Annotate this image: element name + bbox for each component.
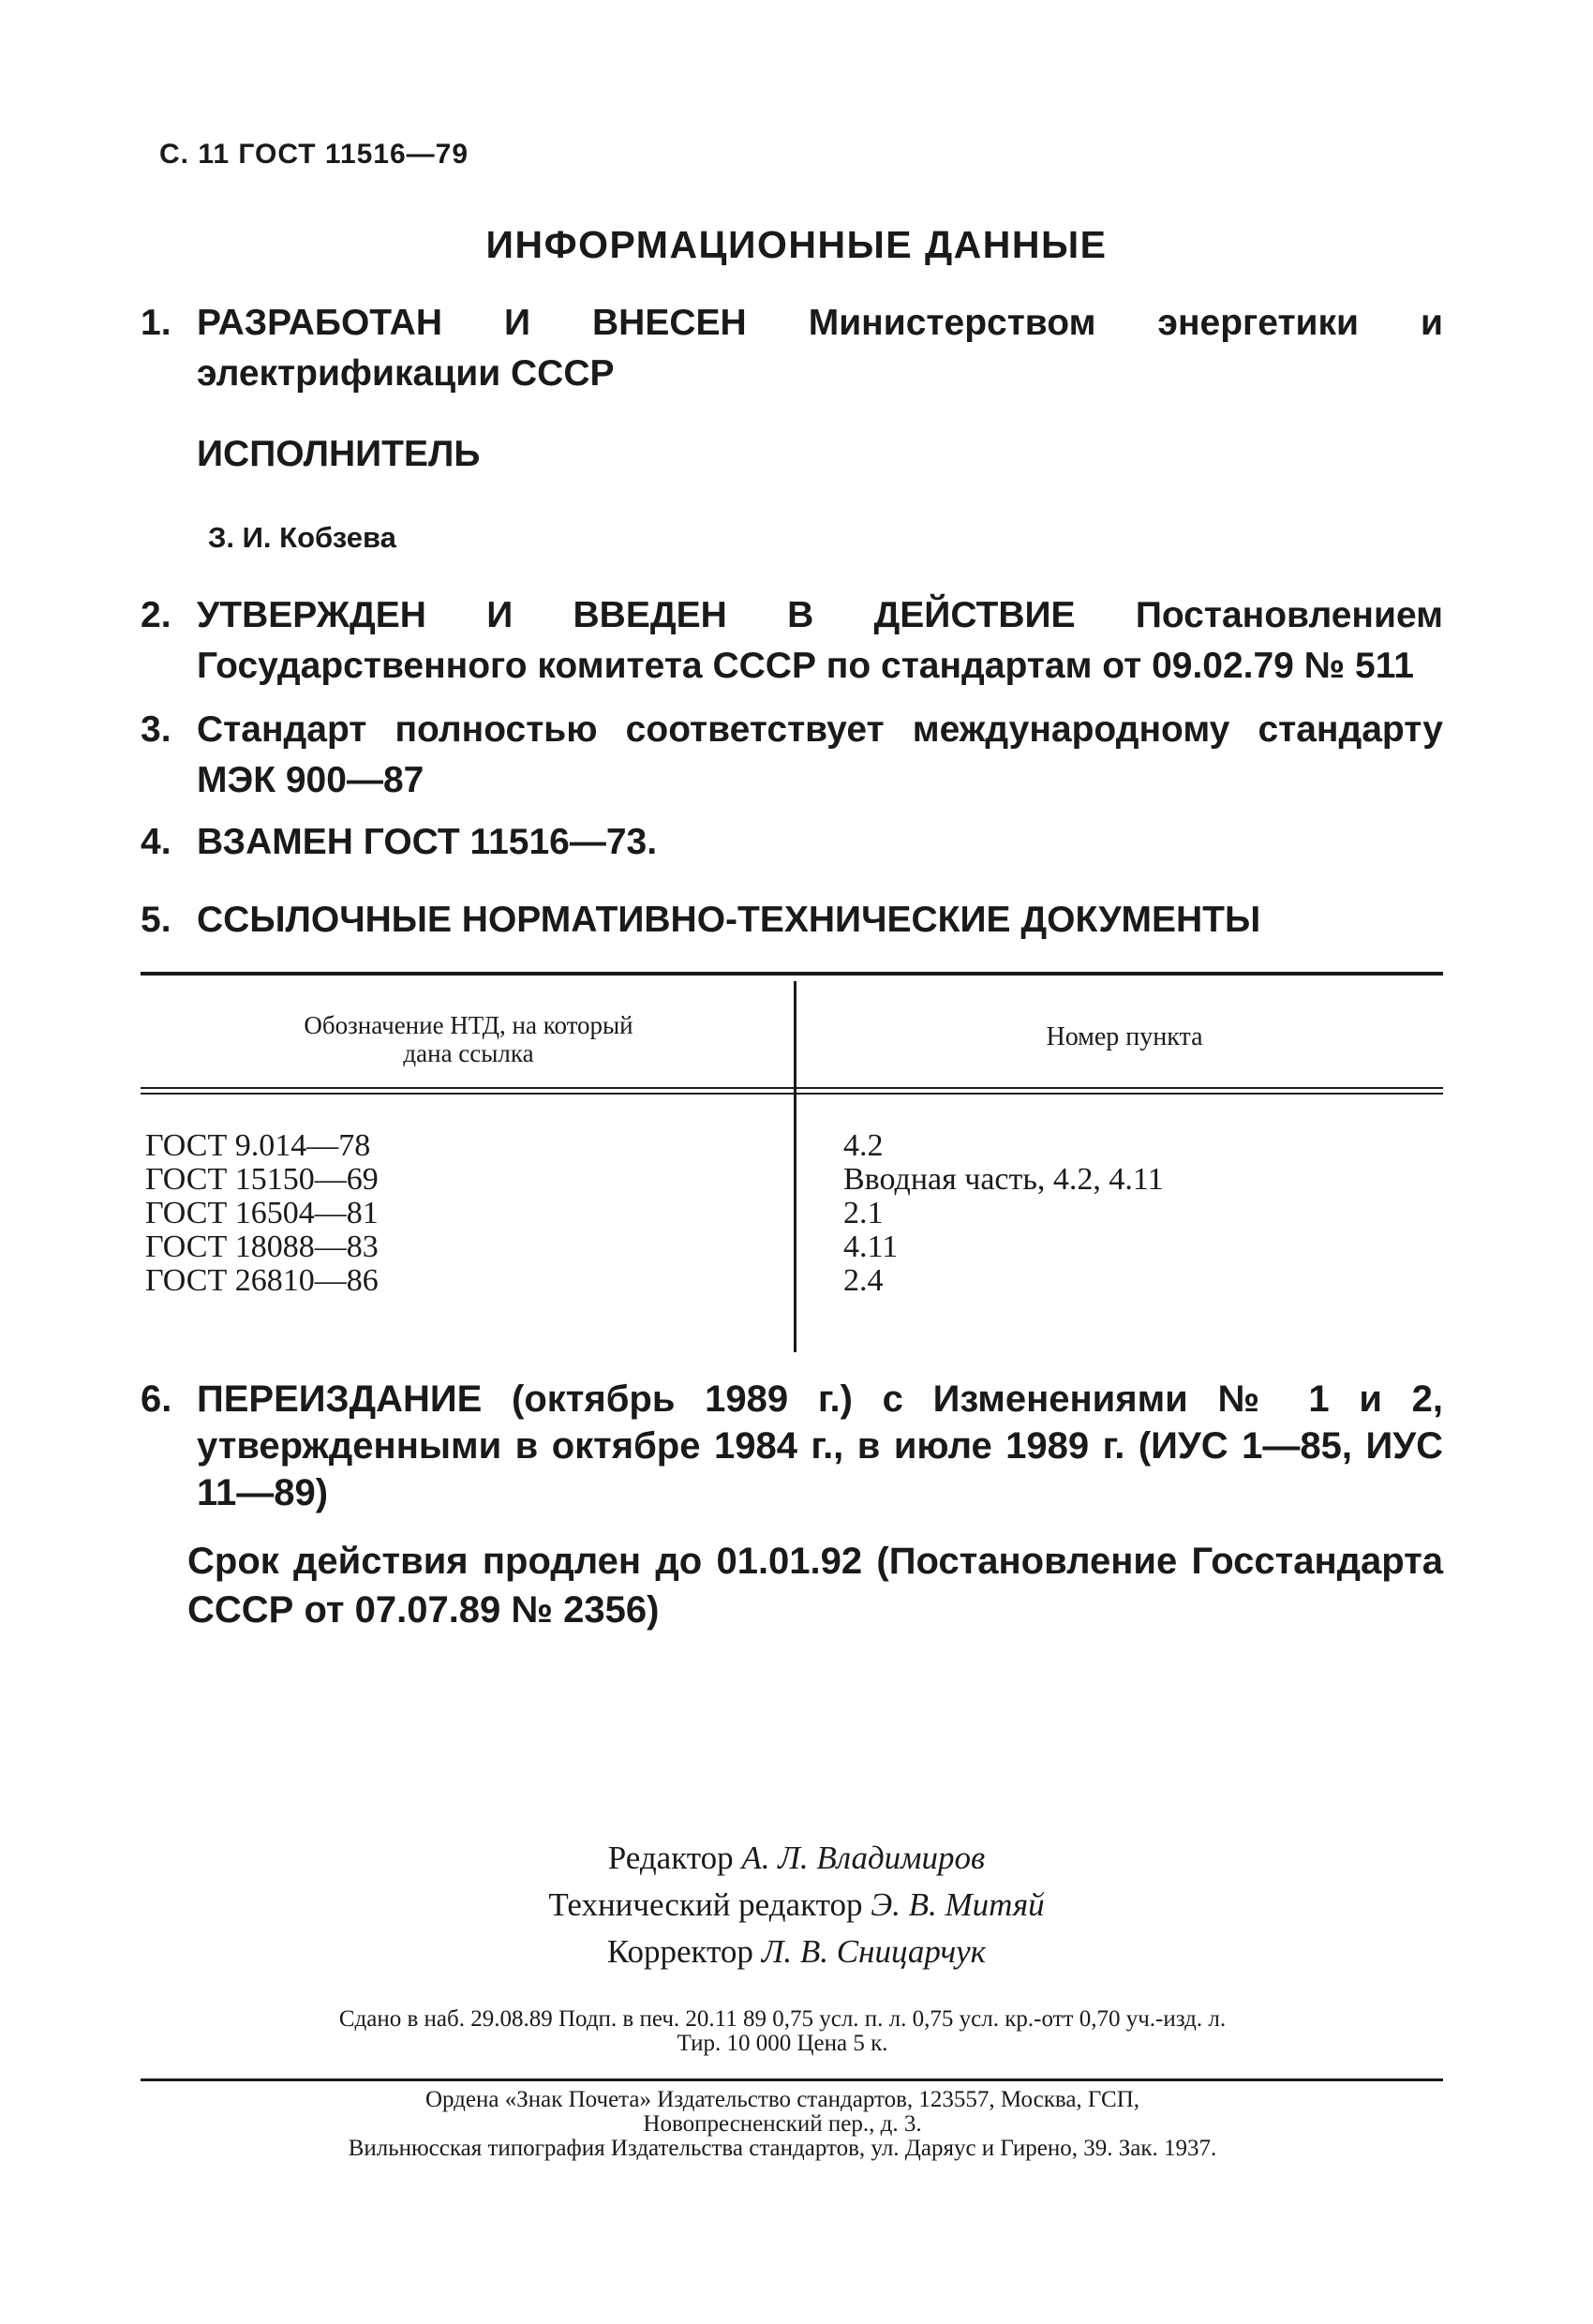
credit-name: Л. В. Сницарчук [761,1933,987,1970]
table-cell-clause: 4.2 [843,1128,884,1163]
table-header-document [197,1011,740,1067]
table-cell-document: ГОСТ 26810—86 [145,1263,379,1298]
table-cell-clause: 4.11 [843,1229,899,1264]
credits-block [0,1835,1593,1975]
publisher-line: Вильнюсская типография Издательства стандартов, ул. Даряус и Гирено, 39. Зак. 1937. [348,2136,1217,2161]
table-header-rule-double [141,1093,1443,1095]
info-item-3 [141,705,1443,806]
table-cell-document: ГОСТ 15150—69 [145,1162,379,1197]
item-number: 6. [141,1378,172,1420]
table-cell-clause: Вводная часть, 4.2, 4.11 [843,1162,1164,1197]
table-cell-clause: 2.4 [843,1263,884,1298]
header-line: дана ссылка [403,1039,534,1067]
reference-documents-table [141,972,1443,1352]
table-cell-document: ГОСТ 9.014—78 [145,1128,371,1163]
item-lead: УТВЕРЖДЕН И ВВЕДЕН В ДЕЙСТВИЕ [197,595,1076,635]
executor-label: ИСПОЛНИТЕЛЬ [197,434,481,474]
publisher-line: Новопресненский пер., д. 3. [643,2111,922,2137]
imprint-line: Тир. 10 000 Цена 5 к. [677,2031,888,2056]
credit-tech-editor [0,1882,1593,1929]
validity-note: Срок действия продлен до 01.01.92 (Постановление Госстандарта СССР от 07.07.89 № 2356) [187,1541,1443,1631]
item-number: 4. [141,822,171,862]
item-number: 5. [141,900,171,940]
item-text: Постановлением Государственного комитета СССР по стандартам от 09.02.79 № 511 [197,595,1443,686]
publisher-line: Ордена «Знак Почета» Издательство стандартов, 123557, Москва, ГСП, [424,2087,1140,2112]
item-lead: РАЗРАБОТАН И ВНЕСЕН [197,303,747,343]
document-title: ИНФОРМАЦИОННЫЕ ДАННЫЕ [485,223,1108,266]
table-cell-clause: 2.1 [843,1196,884,1230]
credit-name: Э. В. Митяй [871,1886,1045,1923]
item-number: 1. [141,303,171,343]
info-item-5 [141,895,1443,946]
print-imprint [131,2007,1434,2056]
item-number: 3. [141,709,171,750]
item-text: (октябрь 1989 г.) с Изменениями № 1 и 2, утвержденными в октябре 1984 г., в июле 1989 г. (ИУС 1—85, ИУС 11—89) [197,1378,1443,1513]
table-cell-document: ГОСТ 18088—83 [145,1229,379,1264]
table-top-rule [141,972,1443,976]
table-header-rule [141,1087,1443,1089]
credit-editor [0,1835,1593,1882]
table-column-clauses [843,1129,1164,1298]
publisher-info [131,2088,1434,2161]
credit-role: Технический редактор [548,1886,863,1923]
table-column-documents [145,1129,379,1298]
credit-role: Корректор [606,1933,753,1970]
credit-role: Редактор [607,1840,734,1876]
item-text: Министерством энергетики и электрификации СССР [197,303,1443,394]
item-text: Стандарт полностью соответствует международному стандарту МЭК 900—87 [197,709,1443,800]
info-item-6 [141,1376,1443,1516]
credit-corrector [0,1929,1593,1975]
info-item-4 [141,817,1443,868]
page-header: С. 11 ГОСТ 11516—79 [159,139,469,170]
info-item-2 [141,590,1443,692]
credit-name: А. Л. Владимиров [741,1840,986,1876]
executor-name: З. И. Кобзева [208,521,396,554]
info-item-1 [141,298,1443,399]
header-line: Обозначение НТД, на который [304,1011,633,1039]
table-column-divider [794,981,796,1352]
item-lead: ПЕРЕИЗДАНИЕ [197,1378,483,1420]
item-number: 2. [141,595,171,635]
item-lead: ССЫЛОЧНЫЕ НОРМАТИВНО-ТЕХНИЧЕСКИЕ ДОКУМЕНТЫ [197,900,1261,940]
imprint-divider [141,2078,1443,2081]
item-lead: ВЗАМЕН ГОСТ 11516—73. [197,822,658,862]
table-header-clause: Номер пункта [1046,1022,1203,1051]
imprint-line: Сдано в наб. 29.08.89 Подп. в печ. 20.11 89 0,75 усл. п. л. 0,75 усл. кр.-отт 0,70 уч.-изд. л. [338,2006,1227,2032]
table-cell-document: ГОСТ 16504—81 [145,1196,379,1230]
